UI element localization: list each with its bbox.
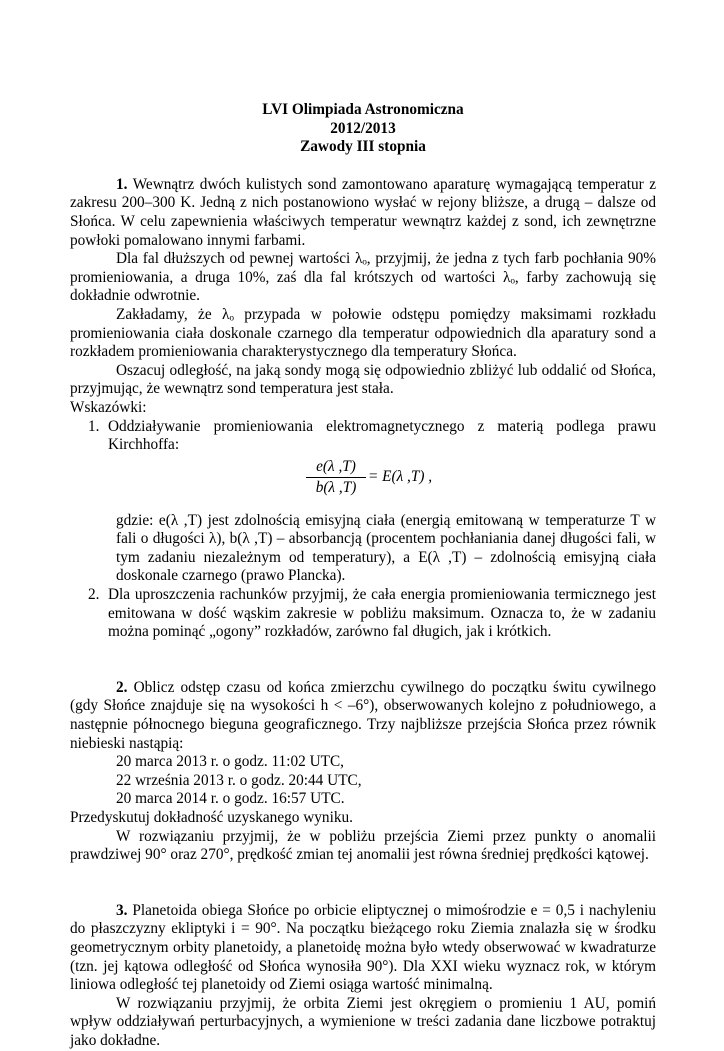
hints-label: Wskazówki:: [70, 398, 147, 416]
stage-title: Zawody III stopnia: [300, 138, 426, 156]
task3-paragraph-2: W rozwiązaniu przyjmij, że orbita Ziemi jest okręgiem o promieniu 1 AU, pomiń wpływ oddziaływań perturbacyjnych, a wymienione w treści zadania dane liczbowe potraktuj jako dokładne.: [70, 994, 656, 1049]
formula-fraction: [306, 458, 366, 498]
hint-1-number: 1.: [88, 417, 100, 435]
task2-paragraph-1: [70, 679, 656, 753]
task2-paragraph-2: Przedyskutuj dokładność uzyskanego wyniku.: [70, 809, 353, 826]
task1-paragraph-2: Dla fal dłuższych od pewnej wartości λₒ, przyjmij, że jedna z tych farb pochłania 90% promieniowania, a druga 10%, zaś dla fal krótszych od wartości λₒ, farby zachowują się dokładnie odwrotnie.: [70, 250, 656, 305]
hint-1-text: Oddziaływanie promieniowania elektromagnetycznego z materią podlega prawu Kirchhoffa:: [108, 417, 656, 454]
hint-1: [70, 418, 656, 455]
task1-paragraph-3: Zakładamy, że λₒ przypada w połowie odstępu pomiędzy maksimami rozkładu promieniowania ciała doskonale czarnego dla temperatur odpowiednich dla aparatury sond a rozkładem promieniowania charakterystycznego dla temperatury Słońca.: [70, 305, 656, 361]
hint-2: [70, 586, 656, 642]
task1-paragraph-1: [70, 176, 656, 250]
task3-paragraph-1: [70, 902, 656, 995]
equinox-date-1: 20 marca 2013 r. o godz. 11:02 UTC,: [116, 753, 344, 771]
school-year: 2012/2013: [330, 119, 396, 137]
hint-1-explanation: gdzie: e(λ ,T) jest zdolnością emisyjną ciała (energią emitowaną w temperaturze T w fali o długości λ), b(λ ,T) – absorbancją (procentem pochłaniania danej długości fali, w tym zadaniu niezależnym od temperatury), a E(λ ,T) – zdolnością emisyjną ciała doskonale czarnego (prawo Plancka).: [116, 511, 656, 585]
formula-right-side: = E(λ ,T) ,: [368, 467, 433, 485]
olympiad-title: LVI Olimpiada Astronomiczna: [262, 101, 464, 118]
formula-denominator: b(λ ,T): [315, 479, 357, 497]
equinox-date-3: 20 marca 2014 r. o godz. 16:57 UTC.: [116, 790, 345, 808]
task1-paragraph-4: Oszacuj odległość, na jaką sondy mogą się odpowiednio zbliżyć lub oddalić od Słońca, przyjmując, że wewnątrz sond temperatura jest stała.: [70, 361, 656, 398]
equinox-date-2: 22 września 2013 r. o godz. 20:44 UTC,: [116, 771, 362, 789]
task2-paragraph-3: W rozwiązaniu przyjmij, że w pobliżu przejścia Ziemi przez punkty o anomalii prawdziwej 90° oraz 270°, prędkość zmian tej anomalii jest równa średniej prędkości kątowej.: [70, 827, 656, 864]
task1-number: 1.: [116, 175, 128, 193]
document-page: [70, 0, 656, 1051]
task3-intro: Planetoida obiega Słońce po orbicie eliptycznej o mimośrodzie e = 0,5 i nachyleniu do płaszczyzny ekliptyki i = 90°. Na początku bieżącego roku Ziemia znalazła się w środku geometrycznym orbity planetoidy, a planetoidę można było wtedy obserwować w kwadraturze (tzn. jej kątowa odległość od Słońca wynosiła 90°). Dla XXI wieku wyznacz rok, w którym liniowa odległość tej planetoidy od Ziemi osiąga wartość minimalną.: [70, 901, 657, 994]
formula-numerator: e(λ ,T): [306, 458, 366, 479]
hint-2-number: 2.: [88, 586, 100, 604]
task2-number: 2.: [116, 678, 128, 696]
kirchhoff-formula: [70, 458, 656, 498]
task2-intro: Oblicz odstęp czasu od końca zmierzchu cywilnego do początku świtu cywilnego (gdy Słońce znajduje się na wysokości h < –6°), obserwowanych kolejno z południowego, a następnie północnego bieguna geograficznego. Trzy najbliższe przejścia Słońca przez równik niebieski nastąpią:: [70, 678, 657, 752]
hint-2-text: Dla uproszczenia rachunków przyjmij, że cała energia promieniowania termicznego jest emitowana w dość wąskim zakresie w pobliżu maksimum. Oznacza to, że w zadaniu można pominąć „ogony” rozkładów, zarówno fal długich, jak i krótkich.: [108, 586, 656, 641]
task3-number: 3.: [116, 901, 128, 919]
task1-intro: Wewnątrz dwóch kulistych sond zamontowano aparaturę wymagającą temperatur z zakresu 200–300 K. Jedną z nich postanowiono wysłać w rejony bliższe, a drugą – dalsze od Słońca. W celu zapewnienia właściwych temperatur wewnątrz każdej z sond, ich zewnętrzne powłoki pomalowano innymi farbami.: [70, 175, 656, 249]
